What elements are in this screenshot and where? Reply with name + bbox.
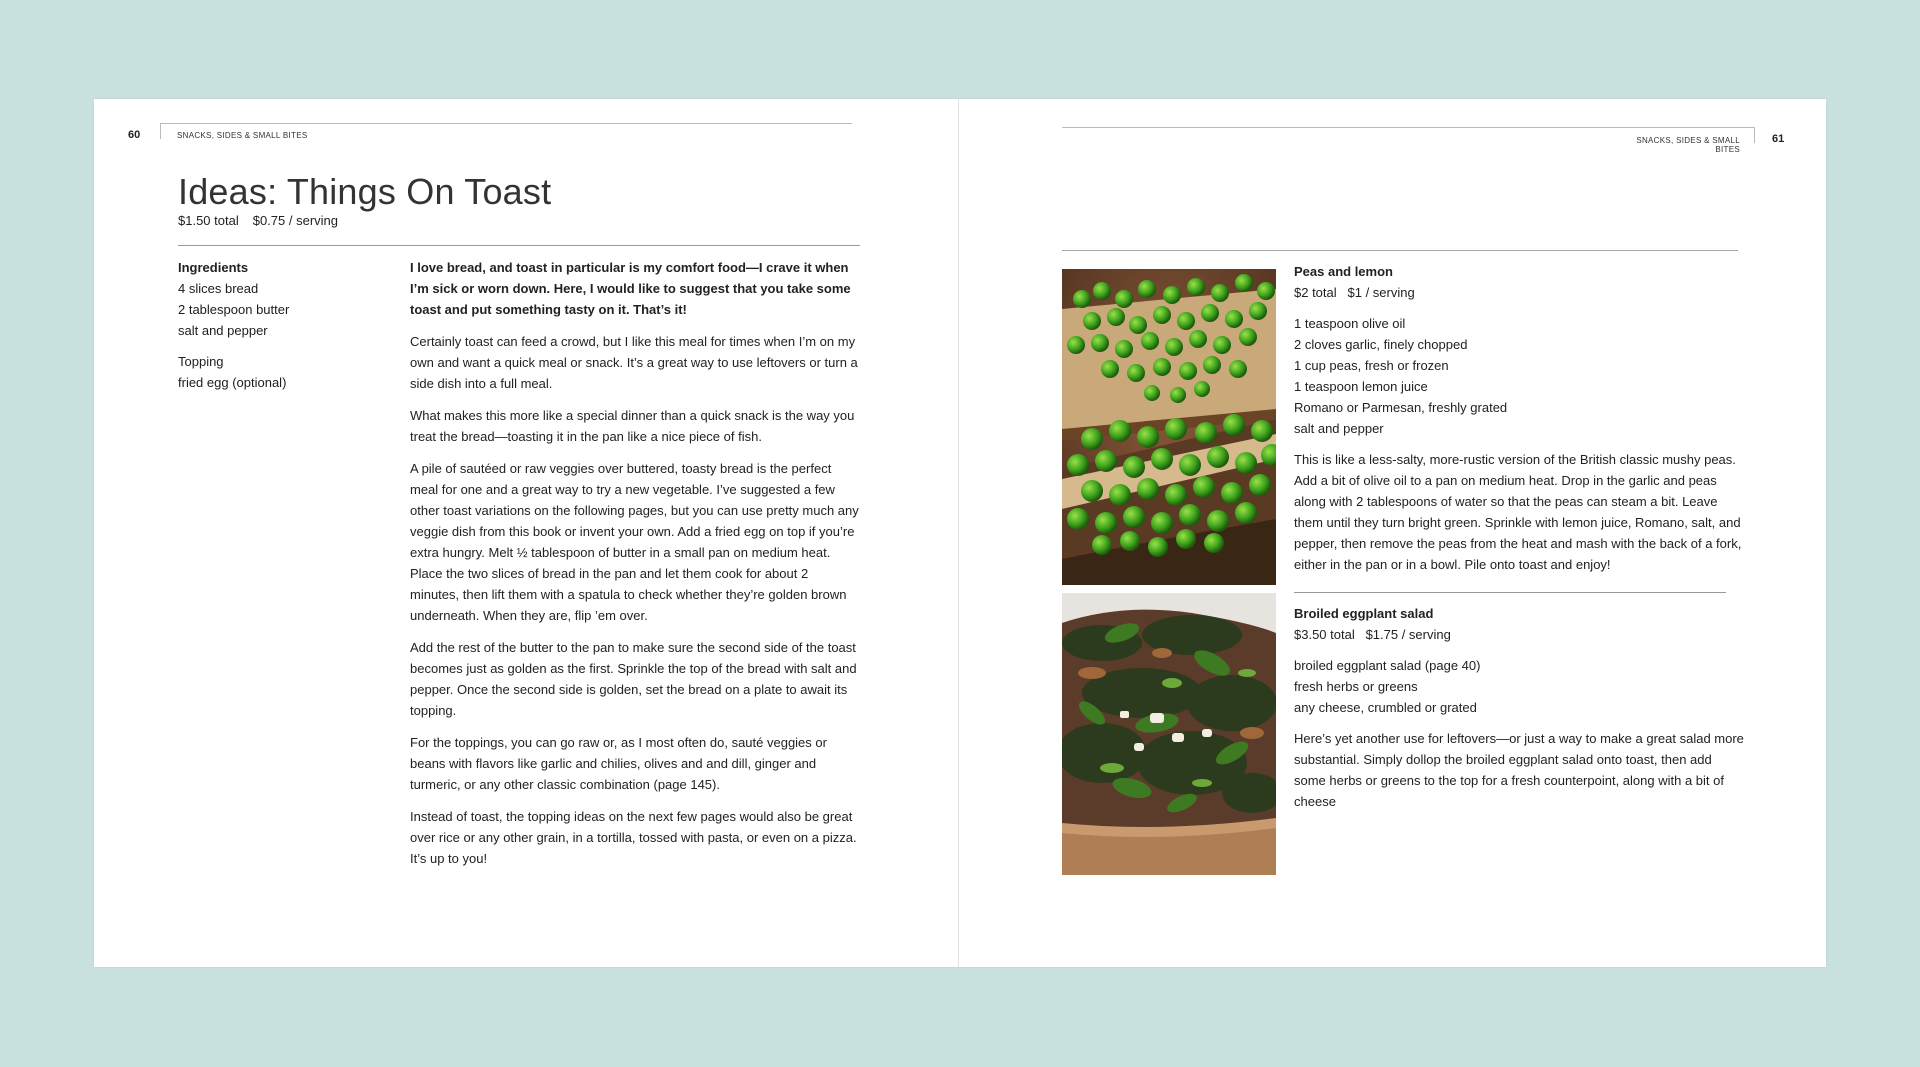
ingredients-heading: Ingredients bbox=[178, 260, 249, 275]
ingredient-item: 1 teaspoon lemon juice bbox=[1294, 379, 1428, 394]
recipe-ingredients bbox=[1294, 655, 1744, 718]
recipe-cost-serving: $1.75 / serving bbox=[1365, 627, 1451, 642]
cost-total: $1.50 total bbox=[178, 213, 239, 228]
paragraph: Instead of toast, the topping ideas on the next few pages would also be great over rice or any other grain, in a tortilla, tossed with pasta, or even on a pizza. It’s up to you! bbox=[410, 809, 857, 866]
recipe-title: Peas and lemon bbox=[1294, 264, 1393, 279]
recipe-cost bbox=[1294, 282, 1744, 303]
header-rule-left bbox=[160, 123, 852, 124]
section-rule-right bbox=[1062, 250, 1738, 251]
eggplant-toast-image bbox=[1062, 593, 1276, 875]
page-title: Ideas: Things On Toast bbox=[178, 171, 552, 212]
recipe-cost bbox=[1294, 624, 1744, 645]
topping-heading: Topping bbox=[178, 354, 224, 369]
ingredient-item: any cheese, crumbled or grated bbox=[1294, 700, 1477, 715]
ingredient-item: 1 teaspoon olive oil bbox=[1294, 316, 1406, 331]
paragraph: What makes this more like a special dinner than a quick snack is the way you treat the bread—toasting it in the pan like a nice piece of fish. bbox=[410, 408, 855, 444]
recipe-description: Here’s yet another use for leftovers—or just a way to make a great salad more substantial. Simply dollop the broiled eggplant salad onto toast, then add some herbs or greens to the top for a fresh counterpoint, along with a bit of cheese bbox=[1294, 731, 1744, 809]
header-tick-left bbox=[160, 123, 161, 139]
recipe-peas-and-lemon bbox=[1294, 261, 1744, 575]
cost-line bbox=[178, 213, 352, 228]
recipe-ingredients bbox=[1294, 313, 1744, 439]
running-head-right: SNACKS, SIDES & SMALL BITES bbox=[1636, 136, 1740, 154]
eggplant-toast-photo bbox=[1062, 593, 1276, 875]
ingredient-item: 1 cup peas, fresh or frozen bbox=[1294, 358, 1449, 373]
paragraph: For the toppings, you can go raw or, as I most often do, sauté veggies or beans with flavors like garlic and chilies, olives and and dill, ginger and turmeric, or any other classic combination (page 145). bbox=[410, 735, 827, 792]
recipe-cost-total: $2 total bbox=[1294, 285, 1337, 300]
header-tick-right bbox=[1754, 127, 1755, 143]
ingredient-item: Romano or Parmesan, freshly grated bbox=[1294, 400, 1508, 415]
peas-toast-image bbox=[1062, 269, 1276, 585]
paragraph: A pile of sautéed or raw veggies over buttered, toasty bread is the perfect meal for one and a great way to try a new vegetable. I’ve suggested a few other toast variations on the following pages, but you can use pretty much any veggie dish from this book or invent your own. Add a fried egg on top if you’re extra hungry. Melt ½ tablespoon of butter in a small pan on medium heat. Place the two slices of bread in the pan and let them cook for about 2 minutes, then lift them with a spatula to check whether they’re golden brown underneath. When they are, flip ’em over. bbox=[410, 461, 859, 623]
ingredient-item: salt and pepper bbox=[1294, 421, 1384, 436]
ingredient-item: 2 tablespoon butter bbox=[178, 302, 290, 317]
header-rule-right bbox=[1062, 127, 1754, 128]
body-text bbox=[410, 257, 860, 880]
ingredient-item: broiled eggplant salad (page 40) bbox=[1294, 658, 1481, 673]
recipe-cost-serving: $1 / serving bbox=[1347, 285, 1415, 300]
ingredient-item: 2 cloves garlic, finely chopped bbox=[1294, 337, 1468, 352]
title-rule bbox=[178, 245, 860, 246]
running-head-left: SNACKS, SIDES & SMALL BITES bbox=[177, 131, 308, 140]
paragraph: Certainly toast can feed a crowd, but I like this meal for times when I’m on my own and want a quick meal or snack. It’s a great way to use leftovers or turn a side dish into a full meal. bbox=[410, 334, 858, 391]
lead-paragraph: I love bread, and toast in particular is my comfort food—I crave it when I’m sick or worn down. Here, I would like to suggest that you take some toast and put something tasty on it. That’s it! bbox=[410, 260, 851, 317]
page-number-left: 60 bbox=[128, 129, 141, 141]
recipe-cost-total: $3.50 total bbox=[1294, 627, 1355, 642]
recipe-description: This is like a less-salty, more-rustic version of the British classic mushy peas. Add a bit of olive oil to a pan on medium heat. Drop in the garlic and peas along with 2 tablespoons of water so that the peas can steam a bit. Leave them until they turn bright green. Sprinkle with lemon juice, Romano, salt, and pepper, then remove the peas from the heat and mash with the back of a fork, either in the pan or in a bowl. Pile onto toast and enjoy! bbox=[1294, 452, 1742, 572]
topping-item: fried egg (optional) bbox=[178, 375, 287, 390]
recipe-title: Broiled eggplant salad bbox=[1294, 606, 1434, 621]
paragraph: Add the rest of the butter to the pan to make sure the second side of the toast becomes just as golden as the first. Sprinkle the top of the bread with salt and pepper. Once the second side is golden, set the bread on a plate to await its topping. bbox=[410, 640, 857, 718]
ingredient-item: salt and pepper bbox=[178, 323, 268, 338]
page-number-right: 61 bbox=[1772, 133, 1785, 145]
cost-serving: $0.75 / serving bbox=[252, 213, 338, 228]
recipe-broiled-eggplant-salad bbox=[1294, 603, 1744, 812]
book-spread bbox=[94, 99, 1826, 967]
ingredient-item: 4 slices bread bbox=[178, 281, 259, 296]
ingredient-item: fresh herbs or greens bbox=[1294, 679, 1418, 694]
peas-toast-photo bbox=[1062, 269, 1276, 585]
page-gutter bbox=[958, 99, 959, 967]
ingredients-block bbox=[178, 257, 378, 393]
recipe-divider bbox=[1294, 592, 1726, 593]
